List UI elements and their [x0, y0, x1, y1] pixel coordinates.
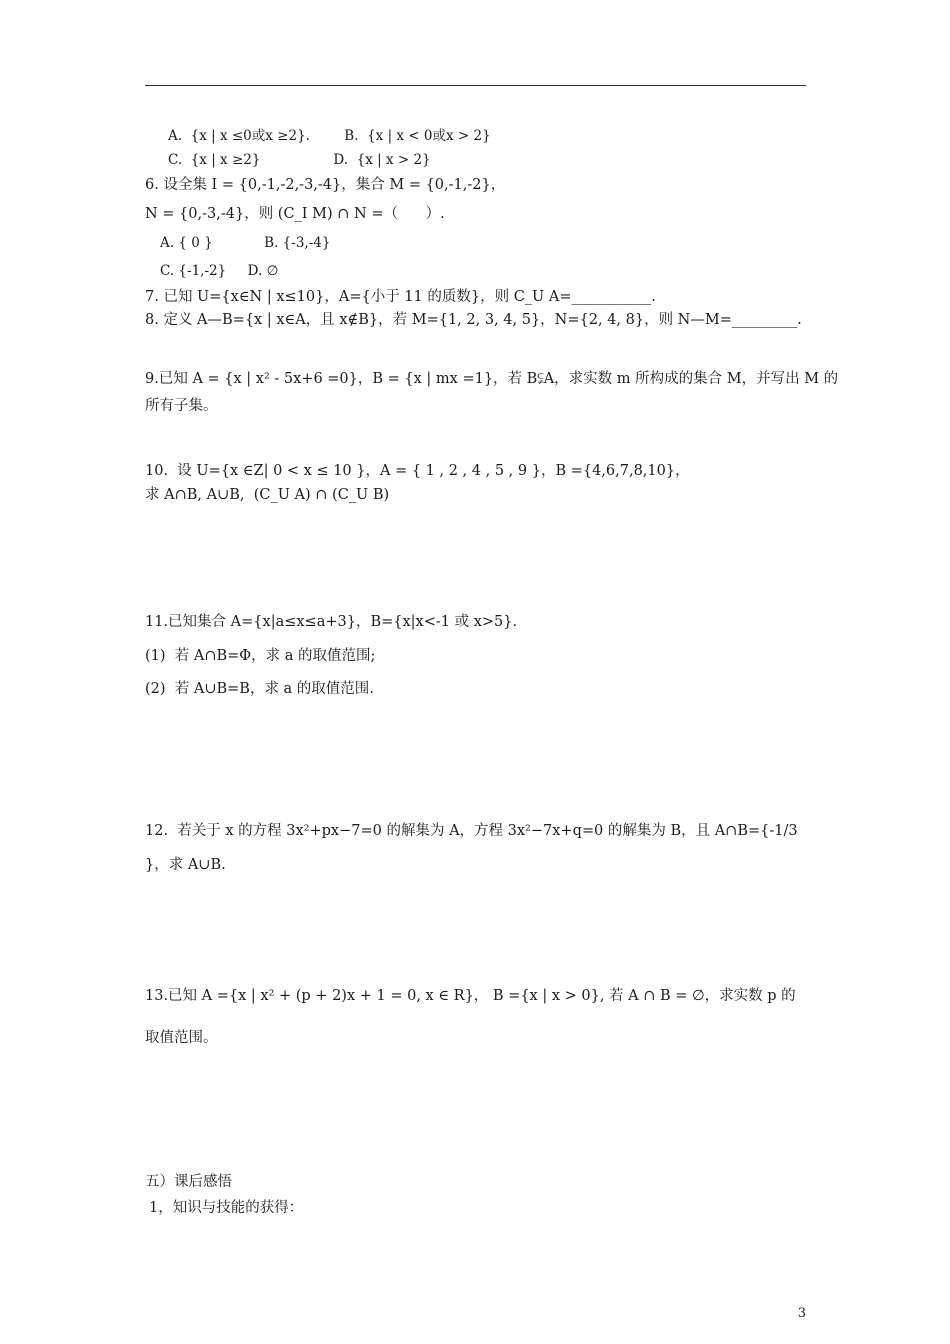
q13-cont: 取值范围。: [145, 1030, 218, 1046]
q9-cont: 所有子集。: [145, 398, 218, 414]
q8: 8. 定义 A—B={x | x∈A，且 x∉B}，若 M={1, 2, 3, 4, 5}，N={2, 4, 8}，则 N—M=_________.: [145, 312, 802, 328]
section-five-heading: 五）课后感悟: [145, 1174, 232, 1190]
q11-part1: (1) 若 A∩B=Φ，求 a 的取值范围;: [145, 648, 376, 664]
q5-options-ab: A. {x | x ≤0或x ≥2}. B. {x | x < 0或x > 2}: [168, 128, 491, 144]
q6-options-ab: A. { 0 } B. {-3,-4}: [160, 235, 331, 251]
q10-cont: 求 A∩B, A∪B, (C_U A) ∩ (C_U B): [145, 487, 390, 503]
q10: 10. 设 U={x ∈Z| 0 < x ≤ 10 }，A = { 1 , 2 , 4 , 5 , 9 }，B ={4,6,7,8,10}，: [145, 463, 690, 479]
q11: 11.已知集合 A={x|a≤x≤a+3}，B={x|x<-1 或 x>5}.: [145, 614, 518, 630]
q12: 12. 若关于 x 的方程 3x²+px−7=0 的解集为 A，方程 3x²−7x+q=0 的解集为 B，且 A∩B={-1/3: [145, 823, 798, 839]
q9: 9.已知 A = {x | x² - 5x+6 =0}，B = {x | mx =1}，若 B⫋A，求实数 m 所构成的集合 M，并写出 M 的: [145, 371, 839, 387]
q11-part2: (2) 若 A∪B=B，求 a 的取值范围.: [145, 681, 374, 697]
page-number: 3: [797, 1306, 806, 1321]
q5-options-cd: C. {x | x ≥2} D. {x | x > 2}: [168, 152, 431, 168]
section-five-item-1: 1，知识与技能的获得：: [149, 1200, 304, 1216]
q12-cont: }，求 A∪B.: [145, 857, 226, 873]
header-rule: [145, 85, 806, 86]
q6-stem-cont: N = {0,-3,-4}，则 (C_I M) ∩ N =（ ）.: [145, 206, 445, 222]
q7: 7. 已知 U={x∈N | x≤10}，A={小于 11 的质数}，则 C_U A=___________.: [145, 289, 656, 305]
q6-stem: 6. 设全集 I = {0,-1,-2,-3,-4}，集合 M = {0,-1,-2}，: [145, 177, 506, 193]
q6-options-cd: C. {-1,-2} D. ∅: [160, 263, 279, 279]
q13: 13.已知 A ={x | x² + (p + 2)x + 1 = 0, x ∈ R}， B ={x | x > 0}, 若 A ∩ B = ∅，求实数 p 的: [145, 988, 796, 1004]
